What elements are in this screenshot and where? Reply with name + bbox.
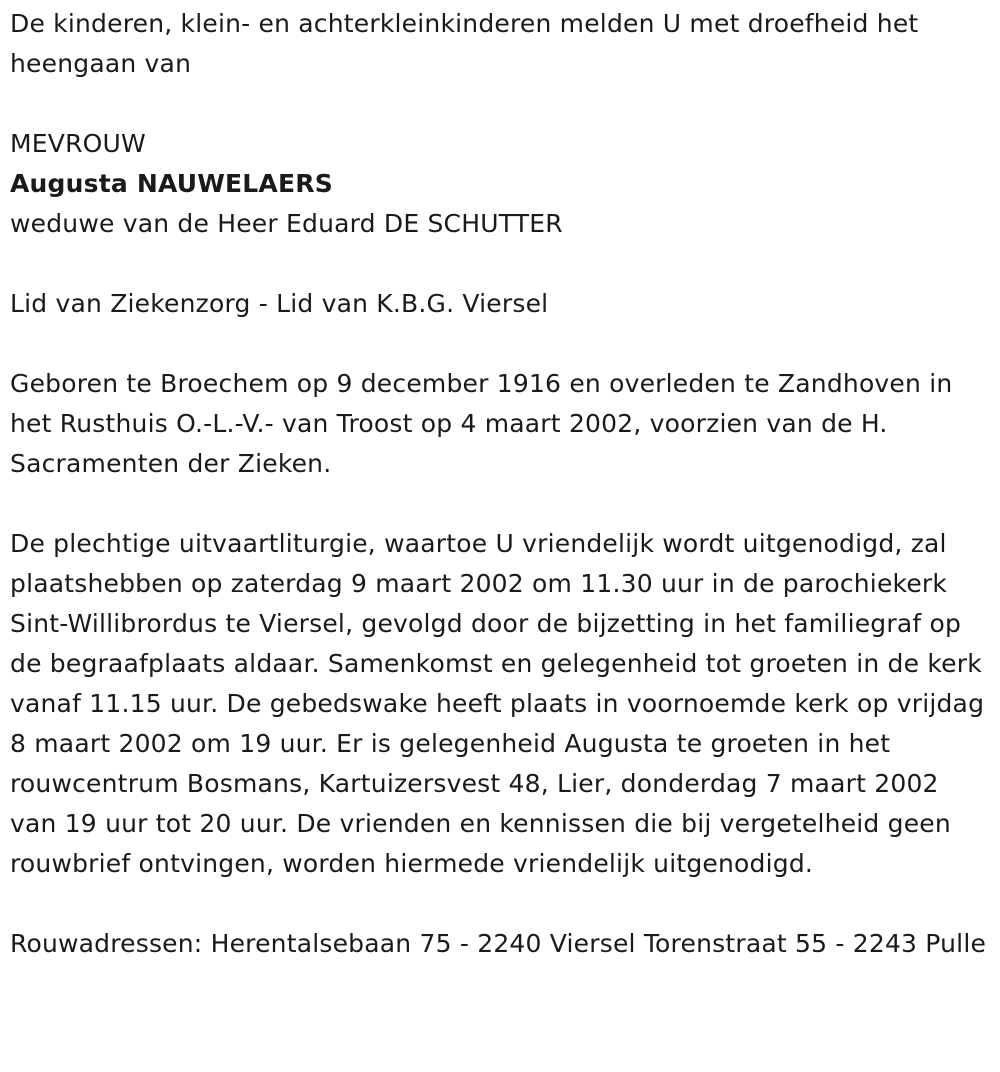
deceased-name: Augusta NAUWELAERS (10, 169, 333, 198)
spacer (10, 84, 990, 124)
spacer (10, 324, 990, 364)
title-line: MEVROUW (10, 129, 146, 158)
spouse-line: weduwe van de Heer Eduard DE SCHUTTER (10, 209, 563, 238)
birth-death-paragraph: Geboren te Broechem op 9 december 1916 en overleden te Zandhoven in het Rusthuis O.-L.-V.- van Troost op 4 maart 2002, voorzien van de H. Sacramenten der Zieken. (10, 369, 953, 478)
memberships-line: Lid van Ziekenzorg - Lid van K.B.G. Viersel (10, 289, 549, 318)
spacer (10, 244, 990, 284)
addresses-paragraph: Rouwadressen: Herentalsebaan 75 - 2240 Viersel Torenstraat 55 - 2243 Pulle (10, 929, 987, 958)
funeral-paragraph: De plechtige uitvaartliturgie, waartoe U vriendelijk wordt uitgenodigd, zal plaatshebben op zaterdag 9 maart 2002 om 11.30 uur in de parochiekerk Sint-Willibrordus te Viersel, gevolgd door de bijzetting in het familiegraf op de begraafplaats aldaar. Samenkomst en gelegenheid tot groeten in de kerk vanaf 11.15 uur. De gebedswake heeft plaats in voornoemde kerk op vrijdag 8 maart 2002 om 19 uur. Er is gelegenheid Augusta te groeten in het rouwcentrum Bosmans, Kartuizersvest 48, Lier, donderdag 7 maart 2002 van 19 uur tot 20 uur. De vrienden en kennissen die bij vergetelheid geen rouwbrief ontvingen, worden hiermede vriendelijk uitgenodigd. (10, 529, 985, 878)
intro-paragraph: De kinderen, klein- en achterkleinkinderen melden U met droefheid het heengaan van (10, 9, 919, 78)
spacer (10, 484, 990, 524)
spacer (10, 884, 990, 924)
